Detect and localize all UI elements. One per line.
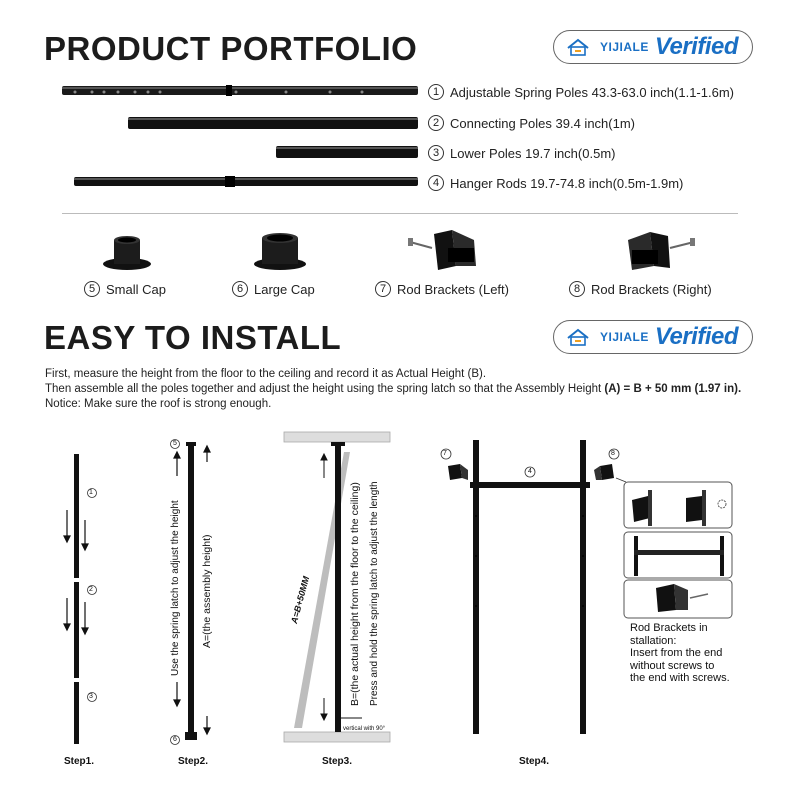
vertical-pole [335,442,341,732]
large-cap-image [250,230,310,272]
step4-num-8: 8 [611,450,615,457]
step2-num-6: 6 [173,736,177,743]
portfolio-title: PRODUCT PORTFOLIO [44,30,418,67]
floor-plate [284,732,390,742]
step4-num-7: 7 [443,450,447,457]
step2-num-5: 5 [173,440,177,447]
step-label-1: Step1. [64,756,95,767]
step3-press-text: Press and hold the spring latch to adjust the length [369,481,380,706]
step3-formula: A=B+50MM [289,575,312,625]
badge-verified: Verified [654,33,738,60]
step-label-2: Step2. [178,756,209,767]
badge-brand: YIJIALE [600,330,649,344]
step2-latch-text: Use the spring latch to adjust the height [170,500,181,676]
install-title: EASY TO INSTALL [44,319,342,356]
spring-pole-image [62,85,418,96]
badge-brand: YIJIALE [600,40,649,54]
part-label-6: 6 Large Cap [232,281,315,297]
pole-label-3: 3 Lower Poles 19.7 inch(0.5m) [428,145,615,161]
pole-label-4: 4 Hanger Rods 19.7-74.8 inch(0.5m-1.9m) [428,175,683,191]
small-cap-image [100,232,155,272]
pole-label-2: 2 Connecting Poles 39.4 inch(1m) [428,115,635,131]
house-logo-icon [566,327,596,347]
step1-diagram [55,450,115,750]
intro-line-3: Notice: Make sure the roof is strong enough. [45,398,272,410]
badge-verified: Verified [654,323,738,350]
bracket-note: Rod Brackets in stallation: Insert from the end without screws to the end with screws. [630,622,730,684]
step4-num-4: 4 [528,468,532,475]
hanger-rod [470,482,590,488]
divider [62,213,738,214]
hanger-rod-image [74,176,418,187]
step2-assembly-text: A=(the assembly height) [201,534,213,648]
lower-pole-image [276,146,418,158]
part-label-8: 8 Rod Brackets (Right) [569,281,712,297]
rod-bracket-left-image [404,226,484,276]
step3-actual-text: B=(the actual height from the floor to the ceiling) [349,482,361,706]
step4-details [604,470,744,620]
step1-num-markers [88,489,97,702]
step-label-4: Step4. [519,756,550,767]
poles-illustration [0,76,430,194]
step3-vertical-text: vertical with 90° [343,726,386,732]
step-label-3: Step3. [322,756,353,767]
step4-diagram [430,436,630,738]
step1-num-1: 1 [89,489,93,496]
intro-line-2: Then assemble all the poles together and adjust the height using the spring latch so that the Assembly Height (A) = B + 50 mm (1.97 in). [45,383,742,395]
step1-num-2: 2 [89,586,93,593]
part-label-5: 5 Small Cap [84,281,166,297]
house-logo-icon [566,37,596,57]
pole-label-1: 1 Adjustable Spring Poles 43.3-63.0 inch(1.1-1.6m) [428,84,734,100]
rod-bracket-right-image [620,226,700,276]
part-label-7: 7 Rod Brackets (Left) [375,281,509,297]
step1-num-3: 3 [89,693,93,700]
verified-badge [553,30,753,64]
intro-line-1: First, measure the height from the floor to the ceiling and record it as Actual Height (B). [45,368,487,380]
verified-badge-2 [553,320,753,354]
ceiling-plate [284,432,390,442]
connecting-pole-image [128,117,418,129]
